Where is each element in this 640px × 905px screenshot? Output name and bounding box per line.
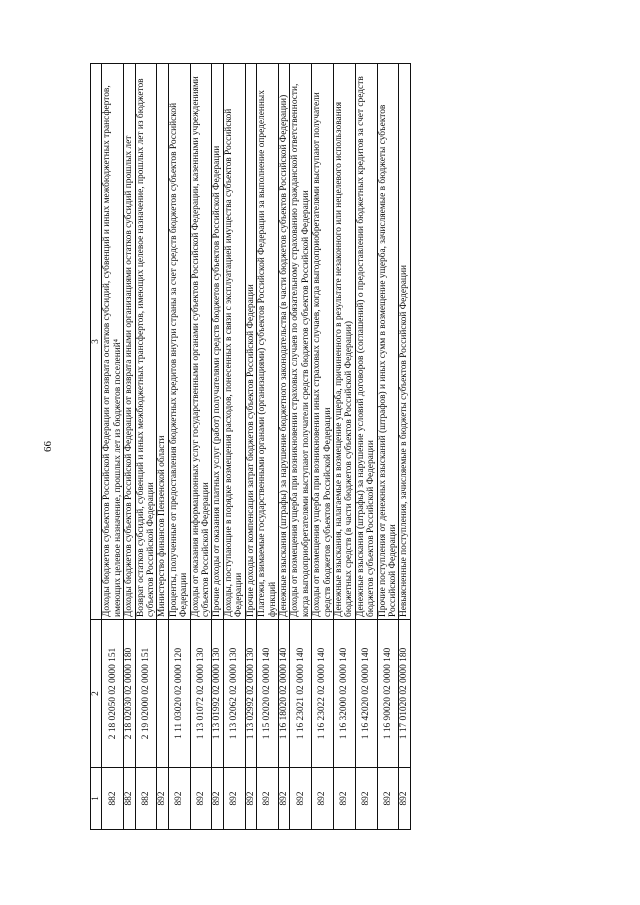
admin-code-cell: 892 xyxy=(377,768,399,830)
table-row xyxy=(168,64,190,830)
revenue-name-cell: Возврат остатков субсидий, субвенций и иных межбюджетных трансфертов, имеющих целевое назначение, прошлых лет из бюджетов субъектов Российской Федерации xyxy=(135,64,157,620)
admin-code-cell: 892 xyxy=(355,768,377,830)
revenue-name-cell: Платежи, взимаемые государственными органами (организациями) субъектов Российской Федерации за выполнение определенных функций xyxy=(257,64,279,620)
revenue-name-cell: Доходы, поступающие в порядке возмещения расходов, понесенных в связи с эксплуатацией имущества субъектов Российской Федерации xyxy=(223,64,245,620)
budget-code-cell xyxy=(157,620,168,768)
admin-code-cell: 882 xyxy=(135,768,157,830)
admin-code-cell: 892 xyxy=(223,768,245,830)
table-header-row xyxy=(91,64,102,830)
table-row xyxy=(223,64,245,830)
revenue-name-cell: Министерство финансов Пензенской области xyxy=(157,64,168,620)
table-row xyxy=(257,64,279,830)
table-row xyxy=(355,64,377,830)
admin-code-cell: 892 xyxy=(312,768,334,830)
table-row xyxy=(124,64,135,830)
revenue-name-cell: Невыясненные поступления, зачисляемые в бюджеты субъектов Российской Федерации xyxy=(399,64,410,620)
table-row xyxy=(245,64,256,830)
revenue-name-cell: Прочие доходы от компенсации затрат бюджетов субъектов Российской Федерации xyxy=(245,64,256,620)
budget-code-cell: 2 18 02030 02 0000 180 xyxy=(124,620,135,768)
budget-code-cell: 1 17 01020 02 0000 180 xyxy=(399,620,410,768)
table-row xyxy=(377,64,399,830)
revenue-name-cell: Проценты, полученные от предоставления бюджетных кредитов внутри страны за счет средств бюджетов субъектов Российской Федерации xyxy=(168,64,190,620)
budget-code-cell: 1 16 90020 02 0000 140 xyxy=(377,620,399,768)
budget-code-cell: 1 13 01992 02 0000 130 xyxy=(212,620,223,768)
budget-code-cell: 1 16 42020 02 0000 140 xyxy=(355,620,377,768)
budget-code-cell: 1 16 18020 02 0000 140 xyxy=(278,620,289,768)
admin-code-cell: 882 xyxy=(124,768,135,830)
table-row xyxy=(157,64,168,830)
table-row xyxy=(312,64,334,830)
table-body xyxy=(102,64,410,830)
budget-code-cell: 1 13 02062 02 0000 130 xyxy=(223,620,245,768)
admin-code-cell: 892 xyxy=(157,768,168,830)
table-row xyxy=(190,64,212,830)
header-col-2: 2 xyxy=(91,620,102,768)
table-row xyxy=(399,64,410,830)
revenue-name-cell: Прочие поступления от денежных взысканий (штрафов) и иных сумм в возмещение ущерба, зачисляемые в бюджеты субъектов Российской Федерации xyxy=(377,64,399,620)
revenue-name-cell: Доходы бюджетов субъектов Российской Федерации от возврата иными организациями остатков субсидий прошлых лет xyxy=(124,64,135,620)
revenue-name-cell: Прочие доходы от оказания платных услуг (работ) получателями средств бюджетов субъектов Российской Федерации xyxy=(212,64,223,620)
admin-code-cell: 892 xyxy=(399,768,410,830)
revenue-name-cell: Доходы от возмещения ущерба при возникновении иных страховых случаев, когда выгодоприобретателями выступают получатели средств бюджетов субъектов Российской Федерации xyxy=(312,64,334,620)
revenue-name-cell: Денежные взыскания, налагаемые в возмещение ущерба, причиненного в результате незаконного или нецелевого использования бюджетных средств (в части бюджетов субъектов Российской Федерации) xyxy=(333,64,355,620)
budget-code-cell: 2 18 02050 02 0000 151 xyxy=(102,620,124,768)
table-row xyxy=(278,64,289,830)
budget-code-cell: 1 16 23021 02 0000 140 xyxy=(290,620,312,768)
table-row xyxy=(212,64,223,830)
budget-code-cell: 1 13 01072 02 0000 130 xyxy=(190,620,212,768)
revenue-name-cell: Доходы от возмещения ущерба при возникновении страховых случаев по обязательному страхованию гражданской ответственности, когда выгодоприобретателями выступают получатели средств бюджетов субъектов Российской Федерации xyxy=(290,64,312,620)
admin-code-cell: 892 xyxy=(257,768,279,830)
header-col-3: 3 xyxy=(91,64,102,620)
revenue-name-cell: Денежные взыскания (штрафы) за нарушение условий договоров (соглашений) о предоставлении бюджетных кредитов за счет средств бюджетов субъектов Российской Федерации xyxy=(355,64,377,620)
admin-code-cell: 892 xyxy=(245,768,256,830)
budget-code-cell: 1 15 02020 02 0000 140 xyxy=(257,620,279,768)
budget-code-cell: 1 11 03020 02 0000 120 xyxy=(168,620,190,768)
revenue-name-cell: Доходы бюджетов субъектов Российской Федерации от возврата остатков субсидий, субвенций и иных межбюджетных трансфертов, имеющих целевое назначение, прошлых лет из бюджетов поселений⁴ xyxy=(102,64,124,620)
admin-code-cell: 892 xyxy=(212,768,223,830)
admin-code-cell: 882 xyxy=(102,768,124,830)
revenue-name-cell: Доходы от оказания информационных услуг государственными органами субъектов Российской Федерации, казенными учреждениями субъектов Российской Федерации xyxy=(190,64,212,620)
header-col-1: 1 xyxy=(91,768,102,830)
admin-code-cell: 892 xyxy=(168,768,190,830)
rotated-page xyxy=(42,63,568,830)
admin-code-cell: 892 xyxy=(278,768,289,830)
admin-code-cell: 892 xyxy=(333,768,355,830)
budget-code-cell: 1 16 32000 02 0000 140 xyxy=(333,620,355,768)
table-row xyxy=(135,64,157,830)
page-number: 66 xyxy=(42,441,54,452)
table-row xyxy=(333,64,355,830)
budget-code-cell: 2 19 02000 02 0000 151 xyxy=(135,620,157,768)
admin-code-cell: 892 xyxy=(190,768,212,830)
revenue-name-cell: Денежные взыскания (штрафы) за нарушение бюджетного законодательства (в части бюджетов субъектов Российской Федерации) xyxy=(278,64,289,620)
admin-code-cell: 892 xyxy=(290,768,312,830)
budget-code-cell: 1 16 23022 02 0000 140 xyxy=(312,620,334,768)
table-row xyxy=(290,64,312,830)
revenue-table xyxy=(90,63,411,830)
table-row xyxy=(102,64,124,830)
budget-code-cell: 1 13 02992 02 0000 130 xyxy=(245,620,256,768)
